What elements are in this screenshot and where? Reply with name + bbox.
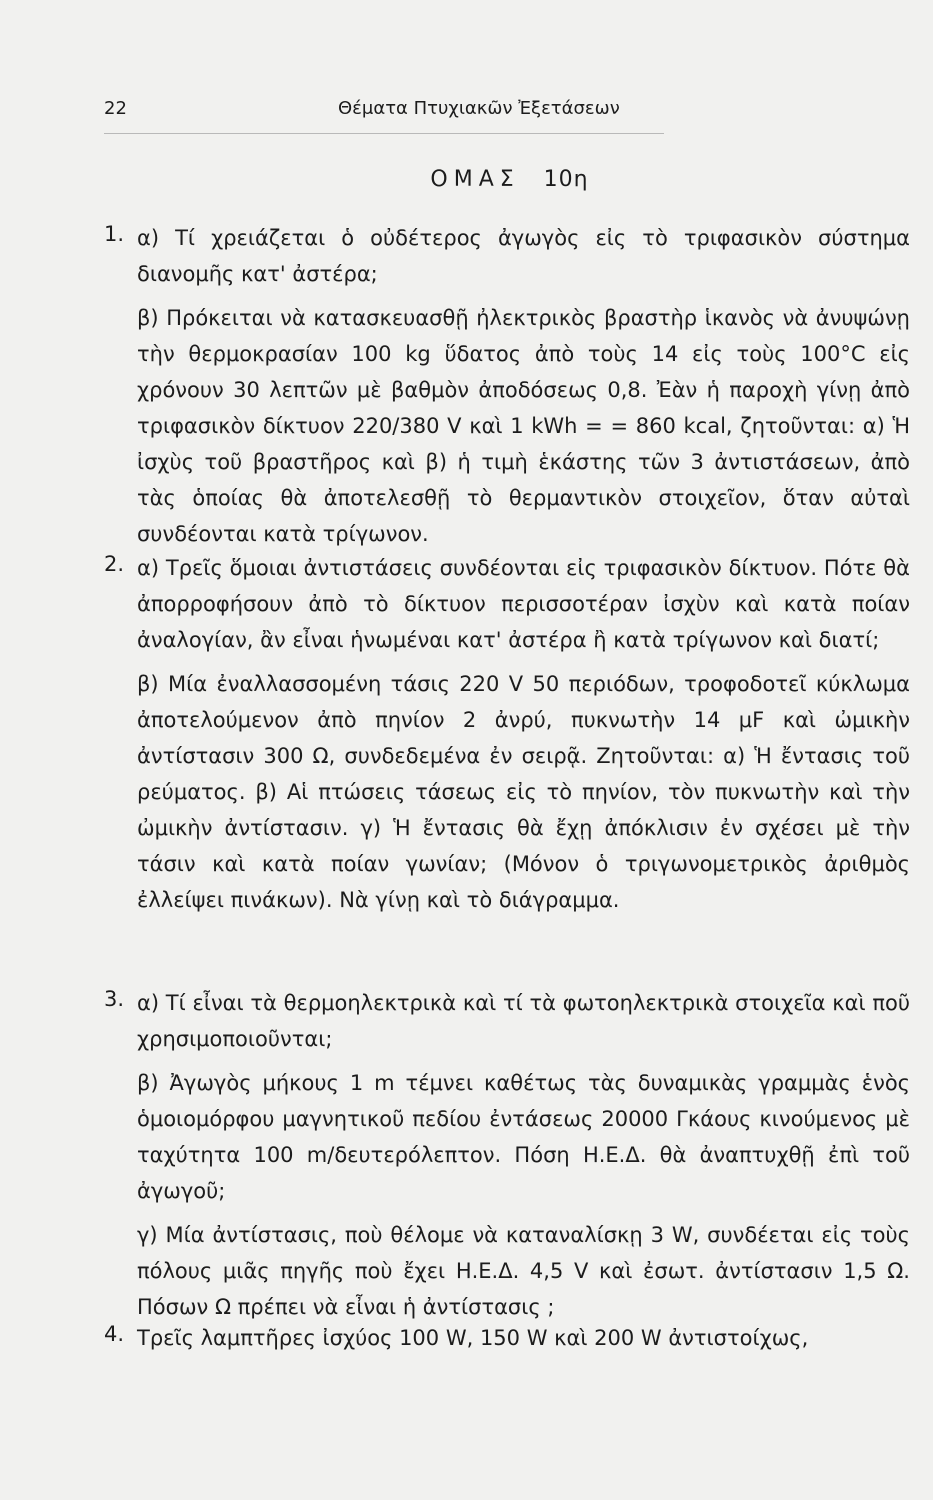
question-4	[104, 1320, 910, 1356]
question-1	[104, 220, 910, 552]
question-1-part-b: β) Πρόκειται νὰ κατασκευασθῇ ἠλεκτρικὸς βραστὴρ ἱκανὸς νὰ ἀνυψώνῃ τὴν θερμοκρασίαν 100 kg ὕδατος ἀπὸ τοὺς 14 εἰς τοὺς 100°C εἰς χρόνουν 30 λεπτῶν μὲ βαθμὸν ἀποδόσεως 0,8. Ἐὰν ἡ παροχὴ γίνῃ ἀπὸ τριφασικὸν δίκτυον 220/380 V καὶ 1 kWh = = 860 kcal, ζητοῦνται: α) Ἡ ἰσχὺς τοῦ βραστῆρος καὶ β) ἡ τιμὴ ἑκάστης τῶν 3 ἀντιστάσεων, ἀπὸ τὰς ὁποίας θὰ ἀποτελεσθῇ τὸ θερμαντικὸν στοιχεῖον, ὅταν αὐταὶ συνδέονται κατὰ τρίγωνον.	[137, 306, 910, 546]
question-number: 4.	[104, 1322, 125, 1346]
question-3-part-a: α) Τί εἶναι τὰ θερμοηλεκτρικὰ καὶ τί τὰ φωτοηλεκτρικὰ στοιχεῖα καὶ ποῦ χρησιμοποιοῦνται;	[137, 991, 910, 1051]
question-4-text: Τρεῖς λαμπτῆρες ἰσχύος 100 W, 150 W καὶ 200 W ἀντιστοίχως,	[137, 1326, 809, 1350]
header-rule	[104, 133, 664, 134]
running-header	[104, 98, 666, 128]
question-3	[104, 985, 910, 1325]
question-3-part-c: γ) Μία ἀντίστασις, ποὺ θέλομε νὰ καταναλίσκῃ 3 W, συνδέεται εἰς τοὺς πόλους μιᾶς πηγῆς ποὺ ἔχει Η.Ε.Δ. 4,5 V καὶ ἐσωτ. ἀντίστασιν 1,5 Ω. Πόσων Ω πρέπει νὰ εἶναι ἡ ἀντίστασις ;	[137, 1223, 910, 1319]
group-number: 10η	[543, 167, 589, 192]
running-title: Θέματα Πτυχιακῶν Ἐξετάσεων	[338, 98, 620, 119]
question-2-part-b: β) Μία ἐναλλασσομένη τάσις 220 V 50 περιόδων, τροφοδοτεῖ κύκλωμα ἀποτελούμενον ἀπὸ πηνίον 2 ἀνρύ, πυκνωτὴν 14 μF καὶ ὠμικὴν ἀντίστασιν 300 Ω, συνδεδεμένα ἐν σειρᾷ. Ζητοῦνται: α) Ἡ ἔντασις τοῦ ρεύματος. β) Αἱ πτώσεις τάσεως εἰς τὸ πηνίον, τὸν πυκνωτὴν καὶ τὴν ὠμικὴν ἀντίστασιν. γ) Ἡ ἔντασις θὰ ἔχῃ ἀπόκλισιν ἐν σχέσει μὲ τὴν τάσιν καὶ κατὰ ποίαν γωνίαν; (Μόνον ὁ τριγωνομετρικὸς ἀριθμὸς ἐλλείψει πινάκων). Νὰ γίνῃ καὶ τὸ διάγραμμα.	[137, 672, 910, 912]
group-word: ΟΜΑΣ	[430, 167, 520, 192]
question-2	[104, 550, 910, 918]
group-heading	[0, 167, 933, 192]
page-number: 22	[104, 98, 127, 119]
question-3-part-b: β) Ἀγωγὸς μήκους 1 m τέμνει καθέτως τὰς δυναμικὰς γραμμὰς ἑνὸς ὁμοιομόρφου μαγνητικοῦ πεδίου ἐντάσεως 20000 Γκάους κινούμενος μὲ ταχύτητα 100 m/δευτερόλεπτον. Πόση Η.Ε.Δ. θὰ ἀναπτυχθῇ ἐπὶ τοῦ ἀγωγοῦ;	[137, 1071, 910, 1203]
question-1-part-a: α) Τί χρειάζεται ὁ οὐδέτερος ἀγωγὸς εἰς τὸ τριφασικὸν σύστημα διανομῆς κατ' ἀστέρα;	[137, 226, 910, 286]
question-number: 3.	[104, 987, 125, 1011]
question-2-part-a: α) Τρεῖς ὅμοιαι ἀντιστάσεις συνδέονται εἰς τριφασικὸν δίκτυον. Πότε θὰ ἀπορροφήσουν ἀπὸ τὸ δίκτυον περισσοτέραν ἰσχὺν καὶ κατὰ ποίαν ἀναλογίαν, ἂν εἶναι ἡνωμέναι κατ' ἀστέρα ἢ κατὰ τρίγωνον καὶ διατί;	[137, 556, 910, 652]
question-number: 1.	[104, 222, 125, 246]
question-number: 2.	[104, 552, 125, 576]
